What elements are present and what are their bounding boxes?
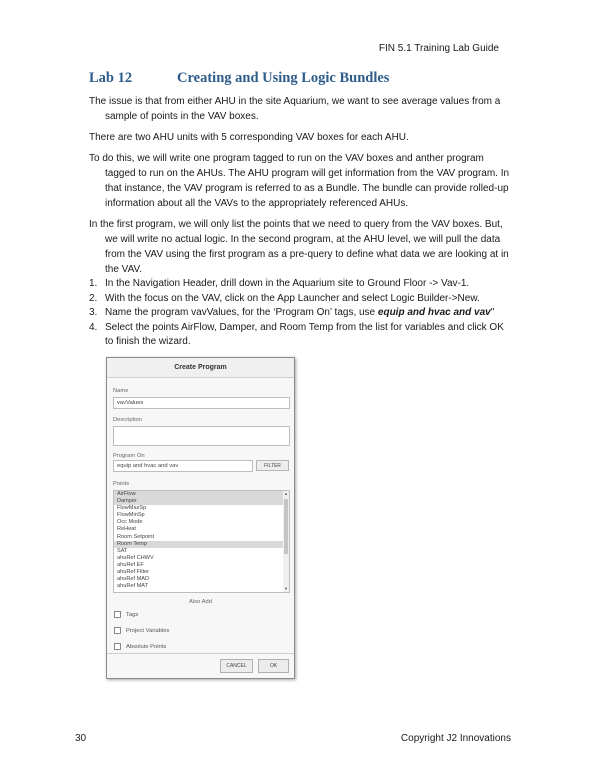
also-add-label: Also Add: [189, 599, 212, 605]
step-item: 3. Name the program vavValues, for the ‘Program On’ tags, use equip and hvac and vav": [89, 307, 495, 318]
checkbox-icon[interactable]: [114, 643, 121, 650]
dialog-title: Create Program: [107, 358, 294, 378]
program-on-label: Program On: [113, 453, 145, 459]
points-list-item[interactable]: ahuRef Filter: [117, 569, 150, 576]
step-item: 4. Select the points AirFlow, Damper, and Room Temp from the list for variables and click OK to finish the wizard.: [89, 321, 504, 347]
program-on-input[interactable]: equip and hvac and vav: [113, 460, 253, 472]
step-item: 2. With the focus on the VAV, click on the App Launcher and select Logic Builder->New.: [89, 292, 480, 304]
points-list-item[interactable]: SAT: [117, 547, 128, 554]
scroll-thumb[interactable]: [284, 499, 288, 554]
points-list-item[interactable]: Room Temp: [114, 541, 283, 548]
points-list-item[interactable]: FlowMinSp: [117, 512, 145, 519]
points-list-item[interactable]: ReHeat: [117, 526, 136, 533]
doc-header-title: FIN 5.1 Training Lab Guide: [378, 43, 499, 54]
points-list-item[interactable]: ahuRef MAT: [117, 583, 148, 590]
points-scrollbar[interactable]: [283, 491, 289, 592]
section-heading: [89, 70, 389, 87]
scroll-up-icon[interactable]: ▲: [284, 491, 288, 496]
absolute-points-checkbox[interactable]: Absolute Points: [114, 643, 166, 650]
create-program-dialog: [106, 357, 295, 679]
points-list[interactable]: [113, 490, 290, 593]
description-label: Description: [113, 417, 142, 423]
paragraph: There are two AHU units with 5 corresponding VAV boxes for each AHU.: [89, 132, 409, 143]
dialog-footer: [107, 653, 294, 678]
points-list-item[interactable]: FlowMaxSp: [117, 505, 147, 512]
cancel-button[interactable]: CANCEL: [220, 659, 253, 673]
name-label: Name: [113, 388, 129, 394]
emphasis-tags: equip and hvac and vav: [377, 307, 491, 318]
copyright: Copyright J2 Innovations: [400, 733, 511, 744]
points-list-item[interactable]: Damper: [114, 498, 283, 505]
project-variables-checkbox[interactable]: Project Variables: [114, 627, 169, 634]
lab-title: Creating and Using Logic Bundles: [177, 70, 390, 86]
points-list-item[interactable]: Room Setpoint: [117, 533, 155, 540]
name-input[interactable]: vavValues: [113, 397, 290, 409]
points-label: Points: [113, 481, 130, 487]
points-list-item[interactable]: ahuRef CHWV: [117, 554, 154, 561]
points-list-item[interactable]: ahuRef MAD: [117, 576, 150, 583]
paragraph: In the first program, we will only list the points that we need to query from the VAV boxes. But, we will write no actual logic. In the second program, at the AHU level, we will pull the data from the VAV using the first program as a pre-query to define what data we are looking at in the VAV.: [89, 219, 509, 275]
paragraph: The issue is that from either AHU in the site Aquarium, we want to see average values from a sample of points in the VAV boxes.: [89, 96, 501, 122]
ok-button[interactable]: OK: [258, 659, 289, 673]
checkbox-icon[interactable]: [114, 611, 121, 618]
step-item: 1. In the Navigation Header, drill down in the Aquarium site to Ground Floor -> Vav-1.: [89, 278, 470, 289]
scroll-down-icon[interactable]: ▼: [284, 586, 288, 591]
filter-button[interactable]: FILTER: [256, 460, 289, 471]
points-list-item[interactable]: ahuRef EF: [117, 561, 144, 568]
lab-number: Lab 12: [89, 70, 133, 86]
steps-list: [89, 277, 513, 350]
description-textarea[interactable]: [113, 426, 290, 446]
points-list-item[interactable]: Occ Mode: [117, 519, 143, 526]
checkbox-icon[interactable]: [114, 627, 121, 634]
tags-checkbox[interactable]: Tags: [114, 611, 138, 618]
points-list-item[interactable]: AirFlow: [114, 491, 283, 498]
paragraph: To do this, we will write one program tagged to run on the VAV boxes and anther program tagged to run on the AHUs. The AHU program will get information from the VAV program. In that instance, the VAV program is referred to as a Bundle. The bundle can provide rolled-up information about all the VAVs to the appropriately referenced AHUs.: [89, 153, 510, 209]
body-text: [89, 94, 513, 350]
page-number: 30: [75, 733, 87, 744]
